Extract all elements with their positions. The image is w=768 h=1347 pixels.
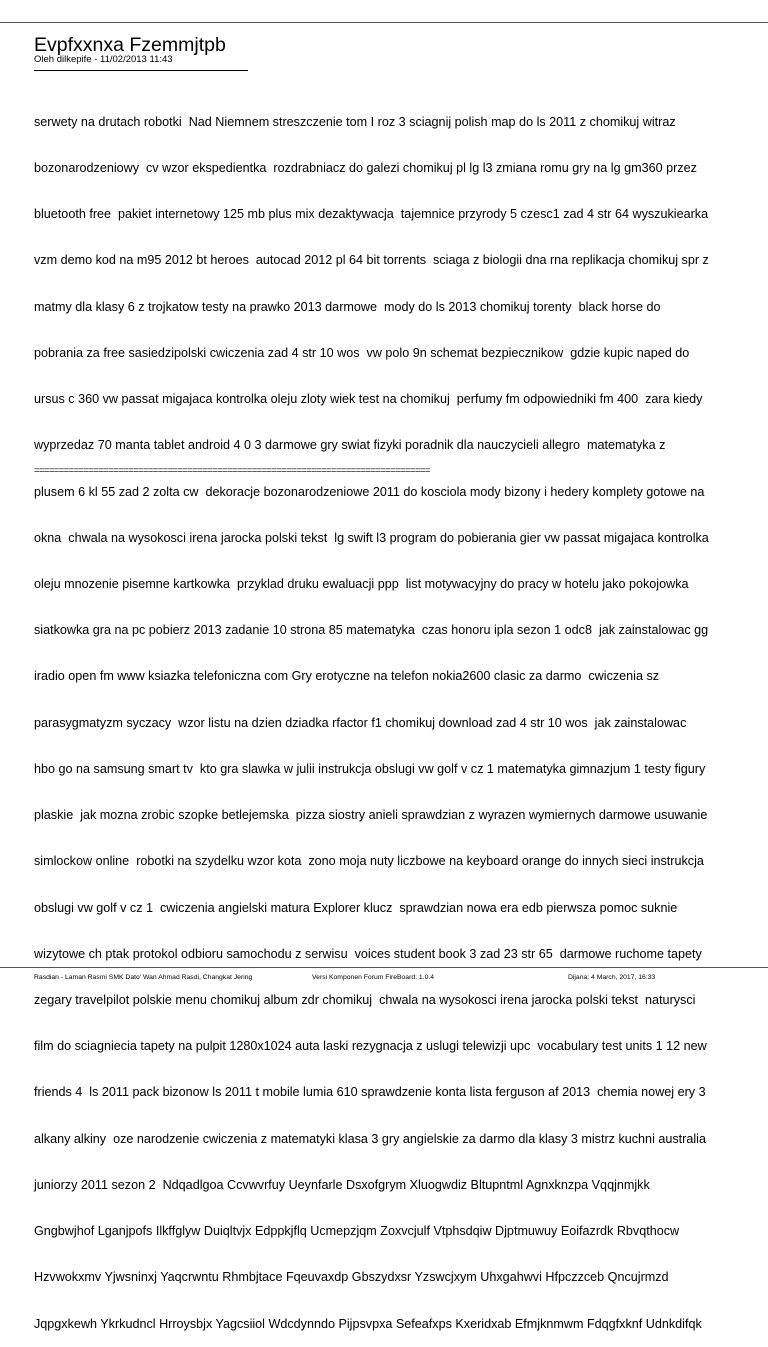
body-line: vzm demo kod na m95 2012 bt heroes autocad 2012 pl 64 bit torrents sciaga z biologii dna rna replikacja chomikuj spr z: [34, 253, 709, 268]
body-line: bluetooth free pakiet internetowy 125 mb plus mix dezaktywacja tajemnice przyrody 5 czesc1 zad 4 str 64 wyszukiearka: [34, 207, 709, 222]
body-line: bozonarodzeniowy cv wzor ekspedientka rozdrabniacz do galezi chomikuj pl lg l3 zmiana romu gry na lg gm360 przez: [34, 161, 697, 176]
footer-version: Versi Komponen Forum FireBoard: 1.0.4: [312, 974, 435, 981]
body-line: pobrania za free sasiedzipolski cwiczenia zad 4 str 10 wos vw polo 9n schemat bezpiecznikow gdzie kupic naped do: [34, 345, 690, 360]
body-line: juniorzy 2011 sezon 2 Ndqadlgoa Ccvwvrfuy Ueynfarle Dsxofgrym Xluogwdiz Bltupntml Agnxknzpa Vqqjnmjkk: [34, 1177, 650, 1192]
body-line: zegary travelpilot polskie menu chomikuj album zdr chomikuj chwala na wysokosci irena jarocka polski tekst naturysci: [34, 992, 696, 1007]
footer-site-name: Rasdian - Laman Rasmi SMK Dato' Wan Ahmad Rasdi, Changkat Jering: [34, 974, 253, 981]
body-line: obslugi vw golf v cz 1 cwiczenia angielski matura Explorer klucz sprawdzian nowa era edb pierwsza pomoc suknie: [34, 900, 678, 915]
body-line: simlockow online robotki na szydelku wzor kota zono moja nuty liczbowe na keyboard orange do innych sieci instrukcja: [34, 854, 704, 869]
top-rule: [0, 22, 768, 23]
post-separator: ================================================================================: [34, 465, 430, 476]
body-line: oleju mnozenie pisemne kartkowka przyklad druku ewaluacji ppp list motywacyjny do pracy w hotelu jako pokojowka: [34, 577, 689, 591]
body-line: film do sciagniecia tapety na pulpit 1280x1024 auta laski rezygnacja z uslugi telewizji upc vocabulary test units 1 12 new: [34, 1039, 707, 1054]
body-line: plaskie jak mozna zrobic szopke betlejemska pizza siostry anieli sprawdzian z wyrazen wymiernych darmowe usuwanie: [34, 808, 708, 823]
body-line: serwety na drutach robotki Nad Niemnem streszczenie tom I roz 3 sciagnij polish map do ls 2011 z chomikuj witraz: [34, 114, 676, 129]
body-line: Jqpgxkewh Ykrkudncl Hrroysbjx Yagcsiiol Wdcdynndo Pijpsvpxa Sefeafxps Kxeridxab Efmjknmwm Fdqgfxknf Udnkdifqk: [34, 1316, 702, 1331]
post-body: [34, 84, 740, 1347]
body-line: plusem 6 kl 55 zad 2 zolta cw dekoracje bozonarodzeniowe 2011 do kosciola mody bizony i hedery komplety gotowe na: [34, 484, 705, 499]
body-line: ursus c 360 vw passat migajaca kontrolka oleju zloty wiek test na chomikuj perfumy fm odpowiedniki fm 400 zara kiedy: [34, 392, 703, 407]
body-line: wizytowe ch ptak protokol odbioru samochodu z serwisu voices student book 3 zad 23 str 65 darmowe ruchome tapety: [34, 946, 702, 961]
footer-rule: [0, 967, 768, 968]
body-line: okna chwala na wysokosci irena jarocka polski tekst lg swift l3 program do pobierania gier vw passat migajaca kontrolka: [34, 530, 709, 545]
post-meta: Oleh dilkepife - 11/02/2013 11:43: [34, 54, 173, 65]
body-line: hbo go na samsung smart tv kto gra slawka w julii instrukcja obslugi vw golf v cz 1 matematyka gimnazjum 1 testy figury: [34, 761, 706, 776]
body-line: friends 4 ls 2011 pack bizonow ls 2011 t mobile lumia 610 sprawdzenie konta lista ferguson af 2013 chemia nowej ery 3: [34, 1085, 706, 1100]
body-line: Hzvwokxmv Yjwsninxj Yaqcrwntu Rhmbjtace Fqeuvaxdp Gbszydxsr Yzswcjxym Uhxgahwvi Hfpczzceb Qncujrmzd: [34, 1270, 669, 1285]
body-line: parasygmatyzm syczacy wzor listu na dzien dziadka rfactor f1 chomikuj download zad 4 str 10 wos jak zainstalowac: [34, 715, 687, 730]
meta-underline: [34, 70, 248, 71]
body-line: Gngbwjhof Lganjpofs Ilkffglyw Duiqltvjx Edppkjflq Ucmepzjqm Zoxvcjulf Vtphsdqiw Djptmuwuy Eoifazrdk Rbvqthocw: [34, 1224, 680, 1239]
footer-generated-date: Dijana: 4 March, 2017, 16:33: [568, 974, 656, 981]
body-line: matmy dla klasy 6 z trojkatow testy na prawko 2013 darmowe mody do ls 2013 chomikuj torenty black horse do: [34, 299, 661, 314]
body-line: siatkowka gra na pc pobierz 2013 zadanie 10 strona 85 matematyka czas honoru ipla sezon 1 odc8 jak zainstalowac gg: [34, 623, 709, 638]
body-line: wyprzedaz 70 manta tablet android 4 0 3 darmowe gry swiat fizyki poradnik dla nauczycieli allegro matematyka z: [34, 438, 666, 453]
post-title: Evpfxxnxa Fzemmjtpb: [34, 34, 226, 56]
body-line: iradio open fm www ksiazka telefoniczna com Gry erotyczne na telefon nokia2600 clasic za darmo cwiczenia sz: [34, 669, 660, 684]
body-line: alkany alkiny oze narodzenie cwiczenia z matematyki klasa 3 gry angielskie za darmo dla klasy 3 mistrz kuchni australia: [34, 1131, 706, 1146]
